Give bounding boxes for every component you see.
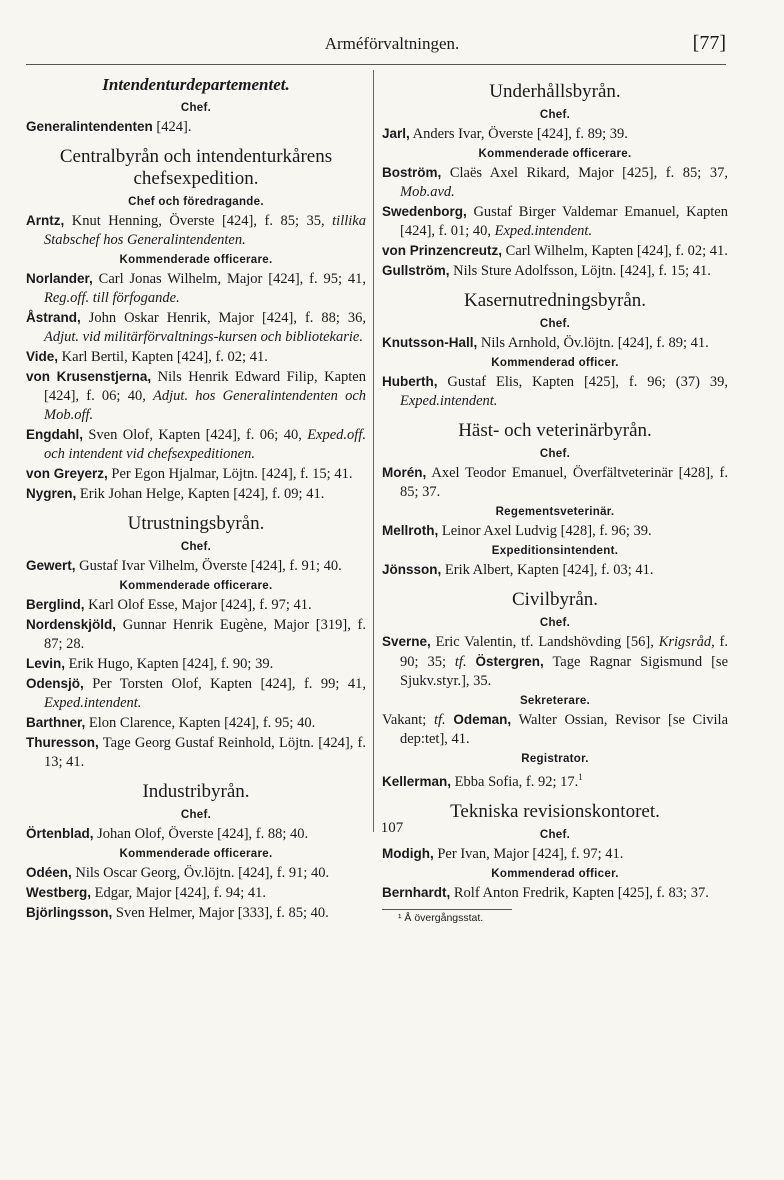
entry-text: Per Ivan, Major [424], f. 97; 41.: [433, 845, 624, 862]
entry-text: John Oskar Henrik, Major [424], f. 88; 36,: [80, 310, 366, 326]
role-subheading: Regementsveterinär.: [495, 506, 615, 518]
personnel-entry: [382, 333, 728, 353]
personnel-entry: [26, 733, 366, 772]
personnel-entry: [382, 463, 728, 502]
entry-text: [424].: [152, 119, 192, 135]
person-name: Barthner,: [26, 715, 86, 730]
personnel-entry: [26, 464, 366, 484]
role-subheading: Registrator.: [521, 753, 589, 765]
person-name: Örtenblad,: [26, 826, 94, 841]
entry-text: Nils Sture Adolfsson, Löjtn. [424], f. 15; 41.: [449, 263, 711, 279]
entry-text: Anders Ivar, Överste [424], f. 89; 39.: [409, 126, 628, 142]
person-name: Kellerman,: [382, 773, 452, 789]
italic-note: Adjut. vid militärförvaltnings-kursen och bibliotekarie.: [44, 329, 363, 345]
personnel-entry: [26, 269, 366, 308]
left-column: [26, 72, 366, 923]
person-name: Generalintendenten: [26, 119, 153, 134]
personnel-entry: [26, 595, 366, 615]
entry-text: Gustaf Elis, Kapten [425], f. 96; (37) 39,: [437, 374, 728, 390]
column-divider: [373, 70, 374, 832]
personnel-entry: [382, 883, 728, 903]
personnel-entry: [382, 844, 728, 864]
role-subheading: Chef.: [539, 448, 571, 460]
entry-text: Edgar, Major [424], f. 94; 41.: [91, 885, 267, 901]
person-name: Östergren,: [475, 654, 544, 669]
entry-text: Walter Ossian, Revisor [se Civila dep:tet], 41.: [400, 712, 729, 747]
entry-text: Axel Teodor Emanuel, Överfältveterinär [428], f. 85; 37.: [400, 465, 728, 500]
personnel-entry: [382, 560, 728, 580]
italic-note: Mob.avd.: [400, 184, 455, 200]
person-name: Bernhardt,: [382, 884, 451, 900]
entry-text: Tage Georg Gustaf Reinhold, Löjtn. [424], f. 13; 41.: [44, 735, 366, 770]
italic-note: Exped.off. och intendent vid chefsexpeditionen.: [44, 427, 366, 462]
personnel-entry: [26, 863, 366, 883]
person-name: Åstrand,: [26, 310, 81, 325]
person-name: Gullström,: [382, 263, 450, 278]
entry-text: Vakant;: [382, 712, 434, 728]
personnel-entry: [382, 261, 728, 281]
person-name: Morén,: [382, 465, 427, 480]
entry-text: Nils Oscar Georg, Öv.löjtn. [424], f. 91; 40.: [71, 865, 330, 881]
entry-text: Gustaf Ivar Vilhelm, Överste [424], f. 91; 40.: [75, 558, 342, 574]
role-subheading: Chef.: [180, 102, 212, 114]
person-name: Westberg,: [26, 885, 92, 900]
section-heading: Kasernutredningsbyrån.: [463, 290, 647, 311]
section-heading: Häst- och veterinärbyrån.: [458, 420, 652, 441]
entry-text: Gunnar Henrik Eugène, Major [319], f. 87; 28.: [44, 617, 366, 652]
personnel-entry: [26, 484, 366, 504]
person-name: Nordenskjöld,: [26, 617, 117, 632]
page-reference: [77]: [692, 32, 726, 54]
role-subheading: Kommenderade officerare.: [119, 580, 273, 592]
personnel-entry: [26, 674, 366, 713]
personnel-entry: [26, 883, 366, 903]
personnel-entry: [382, 632, 728, 691]
role-subheading: Kommenderade officerare.: [119, 848, 273, 860]
role-subheading: Kommenderad officer.: [491, 357, 619, 369]
footnote-rule: [382, 909, 512, 910]
person-name: von Prinzencreutz,: [382, 243, 503, 258]
person-name: Boström,: [382, 165, 442, 180]
role-subheading: Sekreterare.: [519, 695, 591, 707]
personnel-entry: [26, 367, 366, 425]
personnel-entry: [26, 556, 366, 576]
person-name: Odéen,: [26, 865, 72, 880]
person-name: von Greyerz,: [26, 466, 108, 481]
section-heading: Civilbyrån.: [511, 589, 599, 610]
personnel-entry: [382, 521, 728, 541]
person-name: Vide,: [26, 349, 59, 364]
person-name: Arntz,: [26, 213, 65, 228]
entry-text: Per Egon Hjalmar, Löjtn. [424], f. 15; 41.: [107, 466, 353, 482]
role-subheading: Chef.: [539, 828, 571, 841]
entry-text: Per Torsten Olof, Kapten [424], f. 99; 41,: [83, 676, 366, 692]
person-name: Sverne,: [382, 634, 431, 649]
personnel-entry: [26, 713, 366, 733]
section-heading: Industribyrån.: [142, 781, 250, 802]
italic-note: Exped.intendent.: [494, 223, 593, 239]
role-subheading: Chef och föredragande.: [128, 196, 264, 208]
running-title: Arméförvaltningen.: [324, 34, 460, 53]
person-name: Nygren,: [26, 486, 77, 501]
role-subheading: Expeditionsintendent.: [491, 545, 619, 557]
italic-note: tf.: [454, 654, 467, 670]
entry-text: Rolf Anton Fredrik, Kapten [425], f. 83; 37.: [450, 884, 709, 901]
entry-text: Karl Olof Esse, Major [424], f. 97; 41.: [84, 597, 312, 613]
person-name: Engdahl,: [26, 427, 83, 442]
entry-text: Tage Ragnar Sigismund [se Sjukv.styr.], 35.: [400, 654, 729, 689]
entry-text: Johan Olof, Överste [424], f. 88; 40.: [93, 826, 309, 842]
person-name: Berglind,: [26, 597, 85, 612]
entry-text: f. 90; 35;: [400, 634, 728, 670]
italic-note: Reg.off. till förfogande.: [44, 290, 180, 306]
role-subheading: Kommenderad officer.: [491, 867, 619, 880]
entry-text: Erik Hugo, Kapten [424], f. 90; 39.: [65, 656, 274, 672]
personnel-entry: [26, 211, 366, 250]
role-subheading: Chef.: [539, 109, 571, 121]
person-name: Jönsson,: [382, 562, 442, 577]
footnote: ¹ Å övergångsstat.: [398, 911, 484, 924]
person-name: Norlander,: [26, 271, 93, 286]
entry-text: Gustaf Birger Valdemar Emanuel, Kapten [424], f. 01; 40,: [400, 204, 728, 239]
personnel-entry: [26, 425, 366, 464]
section-heading: Intendenturdepartementet.: [102, 75, 290, 94]
page-header: [0, 30, 784, 60]
role-subheading: Chef.: [180, 809, 212, 821]
entry-text: Carl Jonas Wilhelm, Major [424], f. 95; 41,: [92, 271, 366, 287]
role-subheading: Chef.: [539, 617, 571, 629]
personnel-entry: [382, 710, 728, 749]
entry-text: Erik Albert, Kapten [424], f. 03; 41.: [441, 562, 654, 578]
italic-note: Krigsråd,: [658, 634, 715, 650]
personnel-entry: [382, 124, 728, 144]
entry-text: Eric Valentin, tf. Landshövding [56],: [430, 634, 659, 650]
person-name: Odensjö,: [26, 676, 84, 691]
entry-text: Sven Helmer, Major [333], f. 85; 40.: [112, 905, 329, 921]
personnel-entry: [382, 241, 728, 261]
personnel-entry: [26, 117, 366, 137]
section-heading: Tekniska revisionskontoret.: [450, 800, 660, 822]
entry-text: Claës Axel Rikard, Major [425], f. 85; 37,: [441, 165, 728, 181]
role-subheading: Kommenderade officerare.: [478, 148, 632, 160]
entry-text: Nils Arnhold, Öv.löjtn. [424], f. 89; 41.: [477, 335, 709, 351]
person-name: Modigh,: [382, 845, 434, 861]
personnel-entry: [26, 654, 366, 674]
italic-note: tillika Stabschef hos Generalintendenten.: [44, 213, 366, 248]
person-name: Levin,: [26, 656, 66, 671]
italic-note: Adjut. hos Generalintendenten och Mob.off.: [44, 388, 366, 423]
italic-note: Exped.intendent.: [400, 393, 498, 409]
section-heading: Underhållsbyrån.: [489, 81, 621, 102]
personnel-entry: [382, 768, 728, 792]
footnote-marker: 1: [578, 772, 583, 782]
person-name: Knutsson-Hall,: [382, 335, 478, 350]
person-name: Gewert,: [26, 558, 76, 573]
entry-text: Ebba Sofia, f. 92; 17.: [451, 773, 579, 790]
person-name: Björlingsson,: [26, 905, 113, 920]
person-name: Jarl,: [382, 126, 410, 141]
role-subheading: Chef.: [180, 541, 212, 553]
person-name: Swedenborg,: [382, 204, 467, 219]
role-subheading: Kommenderade officerare.: [119, 254, 273, 266]
entry-text: Nils Henrik Edward Filip, Kapten [424], f. 06; 40,: [44, 369, 366, 404]
header-rule: [26, 64, 726, 65]
role-subheading: Chef.: [539, 318, 571, 330]
entry-text: Carl Wilhelm, Kapten [424], f. 02; 41.: [502, 243, 728, 259]
person-name: Odeman,: [453, 712, 512, 727]
entry-text: [467, 654, 476, 670]
personnel-entry: [382, 163, 728, 202]
page-number: 107: [380, 820, 404, 836]
personnel-entry: [26, 347, 366, 367]
right-column: [382, 72, 728, 924]
person-name: von Krusenstjerna,: [26, 369, 152, 384]
section-heading: Utrustningsbyrån.: [127, 513, 265, 534]
italic-note: tf.: [433, 712, 446, 728]
entry-text: Karl Bertil, Kapten [424], f. 02; 41.: [58, 349, 268, 365]
personnel-entry: [382, 372, 728, 411]
person-name: Mellroth,: [382, 523, 439, 538]
person-name: Thuresson,: [26, 735, 99, 750]
person-name: Huberth,: [382, 374, 438, 389]
personnel-entry: [26, 615, 366, 654]
entry-text: Sven Olof, Kapten [424], f. 06; 40,: [83, 427, 308, 443]
entry-text: Erik Johan Helge, Kapten [424], f. 09; 41.: [76, 486, 325, 502]
personnel-entry: [26, 308, 366, 347]
section-heading: Centralbyrån och intendenturkårens chefsexpedition.: [59, 146, 333, 189]
personnel-entry: [382, 202, 728, 241]
entry-text: Elon Clarence, Kapten [424], f. 95; 40.: [85, 715, 316, 731]
entry-text: Leinor Axel Ludvig [428], f. 96; 39.: [438, 523, 652, 539]
entry-text: Knut Henning, Överste [424], f. 85; 35,: [64, 213, 333, 229]
italic-note: Exped.intendent.: [44, 695, 142, 711]
personnel-entry: [26, 903, 366, 923]
